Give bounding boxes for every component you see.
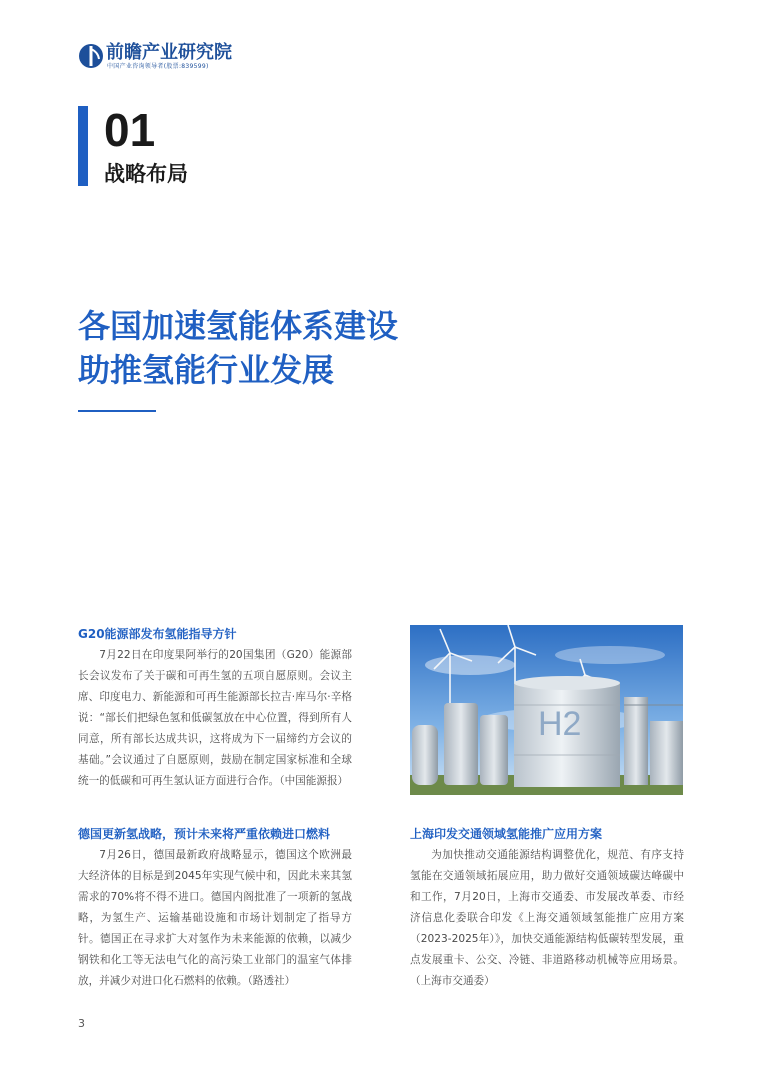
headline-line-1: 各国加速氢能体系建设 [78, 307, 399, 345]
tank-label: H2 [538, 705, 582, 743]
article-title-shanghai: 上海印发交通领域氢能推广应用方案 [410, 827, 603, 841]
hydrogen-plant-photo [410, 625, 683, 795]
logo-name: 前瞻产业研究院 [106, 42, 232, 63]
hydrogen-tank-illustration [410, 625, 683, 795]
article-body-g20: 7月22日在印度果阿举行的20国集团（G20）能源部长会议发布了关于碳和可再生氢的五项自愿原则。会议主席、印度电力、新能源和可再生能源部长拉吉·库马尔·辛格说：“部长们把绿色氢和低碳氢放在中心位置，得到所有人同意，所有部长达成共识，这将成为下一届缔约方会议的基础。”会议通过了自愿原则，鼓励在制定国家标准和全球统一的低碳和可再生氢认证方面进行合作。（中国能源报） [78, 649, 352, 787]
headline-divider [78, 410, 156, 412]
headline-line-2: 助推氢能行业发展 [78, 351, 335, 389]
article-title-g20: G20能源部发布氢能指导方针 [78, 627, 237, 641]
logo-slogan: 中国产业咨询领导者(股票:839599) [107, 63, 209, 70]
page-headline [78, 304, 398, 392]
page-number: 3 [78, 1017, 85, 1030]
chapter-accent-bar [78, 106, 88, 186]
article-body-germany: 7月26日，德国最新政府战略显示，德国这个欧洲最大经济体的目标是到2045年实现气候中和，因此未来其氢需求的70%将不得不进口。德国内阁批准了一项新的氢战略，为氢生产、运输基础设施和市场计划制定了指导方针。德国正在寻求扩大对氢作为未来能源的依赖，以减少钢铁和化工等无法电气化的高污染工业部门的温室气体排放，并减少对进口化石燃料的依赖。（路透社） [78, 849, 352, 987]
chapter-title: 战略布局 [104, 162, 188, 186]
logo-mark-icon [78, 43, 104, 69]
company-logo [78, 42, 258, 72]
chapter-number: 01 [104, 104, 156, 156]
article-body-shanghai: 为加快推动交通能源结构调整优化，规范、有序支持氢能在交通领域拓展应用，助力做好交通领域碳达峰碳中和工作，7月20日，上海市交通委、市发展改革委、市经济信息化委联合印发《上海交通领域氢能推广应用方案（2023-2025年）》，加快交通能源结构低碳转型发展，重点发展重卡、公交、冷链、非道路移动机械等应用场景。（上海市交通委） [410, 849, 684, 987]
article-title-germany: 德国更新氢战略，预计未来将严重依赖进口燃料 [78, 827, 331, 841]
